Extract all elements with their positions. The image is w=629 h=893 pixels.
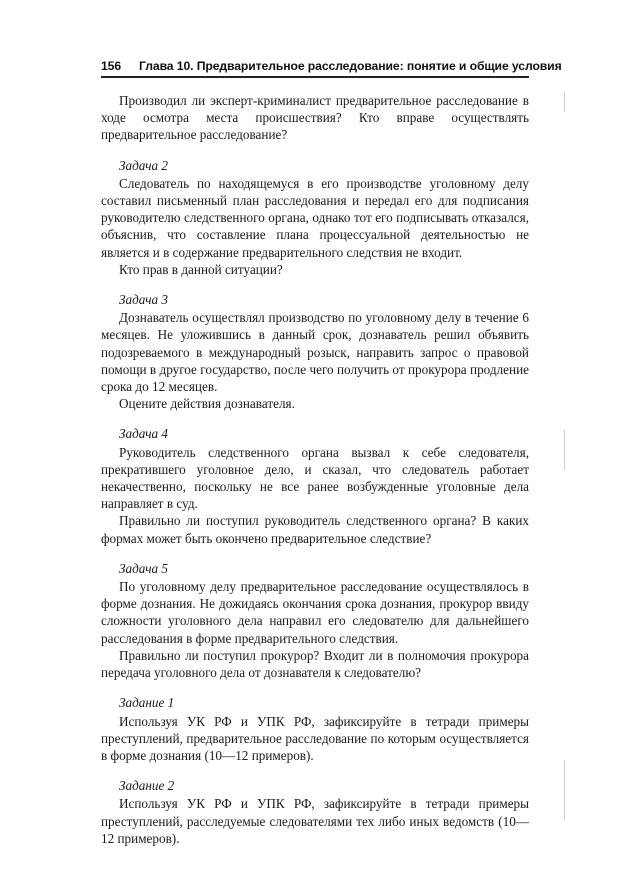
assignment-block bbox=[101, 777, 529, 847]
task-block bbox=[101, 560, 529, 681]
task-block bbox=[101, 291, 529, 412]
task-title: Задача 4 bbox=[119, 426, 168, 442]
task-title: Задача 2 bbox=[119, 157, 168, 173]
task-question: Оцените действия дознавателя. bbox=[119, 396, 295, 412]
task-paragraph: Дознаватель осуществлял производство по уголовному делу в течение 6 месяцев. Не уложившись в данный срок, дознаватель решил объявить подозреваемого в международный розыск, направить запрос о правовой помощи в другое государство, после чего получить от прокурора продление срока до 12 месяцев. bbox=[101, 310, 529, 395]
task-block bbox=[101, 157, 529, 278]
assignment-title: Задание 1 bbox=[119, 695, 175, 711]
assignment-paragraph: Используя УК РФ и УПК РФ, зафиксируйте в тетради примеры преступлений, расследуемые следователями тех либо иных ведомств (10—12 примеров). bbox=[101, 796, 529, 846]
scan-edge-mark bbox=[564, 430, 565, 470]
assignment-title: Задание 2 bbox=[119, 778, 175, 794]
intro-paragraph: Производил ли эксперт-криминалист предварительное расследование в ходе осмотра места происшествия? Кто вправе осуществлять предварительное расследование? bbox=[101, 93, 529, 143]
task-paragraph: По уголовному делу предварительное расследование осуществлялось в форме дознания. Не дожидаясь окончания срока дознания, прокурор ввиду сложности уголовного дела направил его следователю для дальнейшего расследования в форме предварительного следствия. bbox=[101, 579, 529, 646]
task-question: Кто прав в данной ситуации? bbox=[119, 261, 283, 277]
task-title: Задача 3 bbox=[119, 292, 168, 308]
page-number: 156 bbox=[101, 59, 122, 73]
chapter-title: Глава 10. Предварительное расследование: понятие и общие условия bbox=[139, 59, 562, 73]
assignment-block bbox=[101, 694, 529, 764]
page-body bbox=[101, 92, 529, 847]
task-title: Задача 5 bbox=[119, 560, 168, 576]
task-question: Правильно ли поступил прокурор? Входит ли в полномочия прокурора передача уголовного дела от дознавателя к следователю? bbox=[101, 647, 529, 681]
assignment-paragraph: Используя УК РФ и УПК РФ, зафиксируйте в тетради примеры преступлений, предварительное расследование по которым осуществляется в форме дознания (10—12 примеров). bbox=[101, 713, 529, 763]
scan-edge-mark bbox=[564, 760, 565, 820]
task-block bbox=[101, 425, 529, 546]
running-header bbox=[101, 56, 562, 78]
task-paragraph: Руководитель следственного органа вызвал к себе следователя, прекратившего уголовное дело, и сказал, что следователь работает некачественно, поскольку не все ранее возбужденные уголовные дела направляет в суд. bbox=[101, 444, 529, 512]
scan-edge-mark bbox=[564, 92, 565, 112]
task-question: Правильно ли поступил руководитель следственного органа? В каких формах может быть окончено предварительное следствие? bbox=[101, 513, 529, 546]
task-paragraph: Следователь по находящемуся в его производстве уголовному делу составил письменный план расследования и передал его для подписания руководителю следственного органа, однако тот его подписывать отказался, объяснив, что составление плана процессуальной деятельностью не является и в содержание предварительного следствия не входит. bbox=[101, 175, 529, 260]
